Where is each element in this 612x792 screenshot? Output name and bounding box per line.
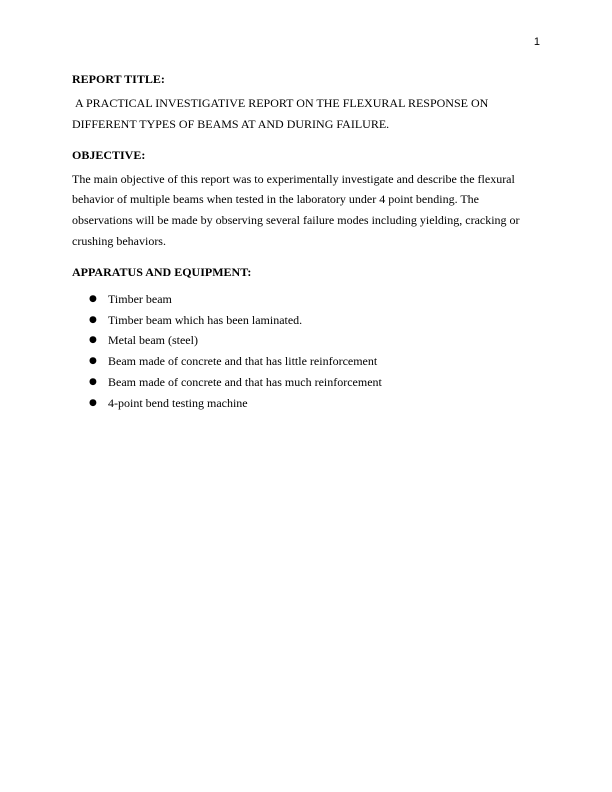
- report-title-section: [72, 71, 540, 135]
- report-title-text: A PRACTICAL INVESTIGATIVE REPORT ON THE FLEXURAL RESPONSE ON DIFFERENT TYPES OF BEAMS AT AND DURING FAILURE.: [72, 96, 492, 131]
- page-number: 1: [533, 36, 540, 48]
- list-item-text: Metal beam (steel): [108, 333, 198, 348]
- bullet-icon: ●: [89, 314, 97, 325]
- document-body: [72, 71, 540, 426]
- list-item: [72, 310, 540, 331]
- list-item: [72, 351, 540, 372]
- apparatus-section: [72, 264, 540, 414]
- bullet-icon: ●: [89, 397, 97, 408]
- list-item-text: 4-point bend testing machine: [108, 395, 248, 410]
- report-title-heading: REPORT TITLE:: [72, 72, 165, 86]
- list-item-text: Timber beam which has been laminated.: [108, 312, 303, 327]
- apparatus-heading: APPARATUS AND EQUIPMENT:: [72, 264, 252, 279]
- objective-text: The main objective of this report was to experimentally investigate and describe the flexural behavior of multiple beams when tested in the laboratory under 4 point bending. The observations will be made by observing several failure modes including yielding, cracking or crushing behaviors.: [72, 171, 520, 248]
- list-item: [72, 289, 540, 310]
- list-item: [72, 372, 540, 393]
- list-item-text: Beam made of concrete and that has little reinforcement: [108, 354, 378, 369]
- apparatus-list: [72, 289, 540, 414]
- bullet-icon: ●: [89, 293, 97, 304]
- list-item: [72, 393, 540, 414]
- objective-heading: OBJECTIVE:: [72, 147, 146, 162]
- list-item: [72, 330, 540, 351]
- bullet-icon: ●: [89, 356, 97, 367]
- objective-section: [72, 147, 540, 252]
- bullet-icon: ●: [89, 376, 97, 387]
- list-item-text: Timber beam: [108, 291, 172, 306]
- list-item-text: Beam made of concrete and that has much reinforcement: [108, 374, 382, 389]
- bullet-icon: ●: [89, 335, 97, 346]
